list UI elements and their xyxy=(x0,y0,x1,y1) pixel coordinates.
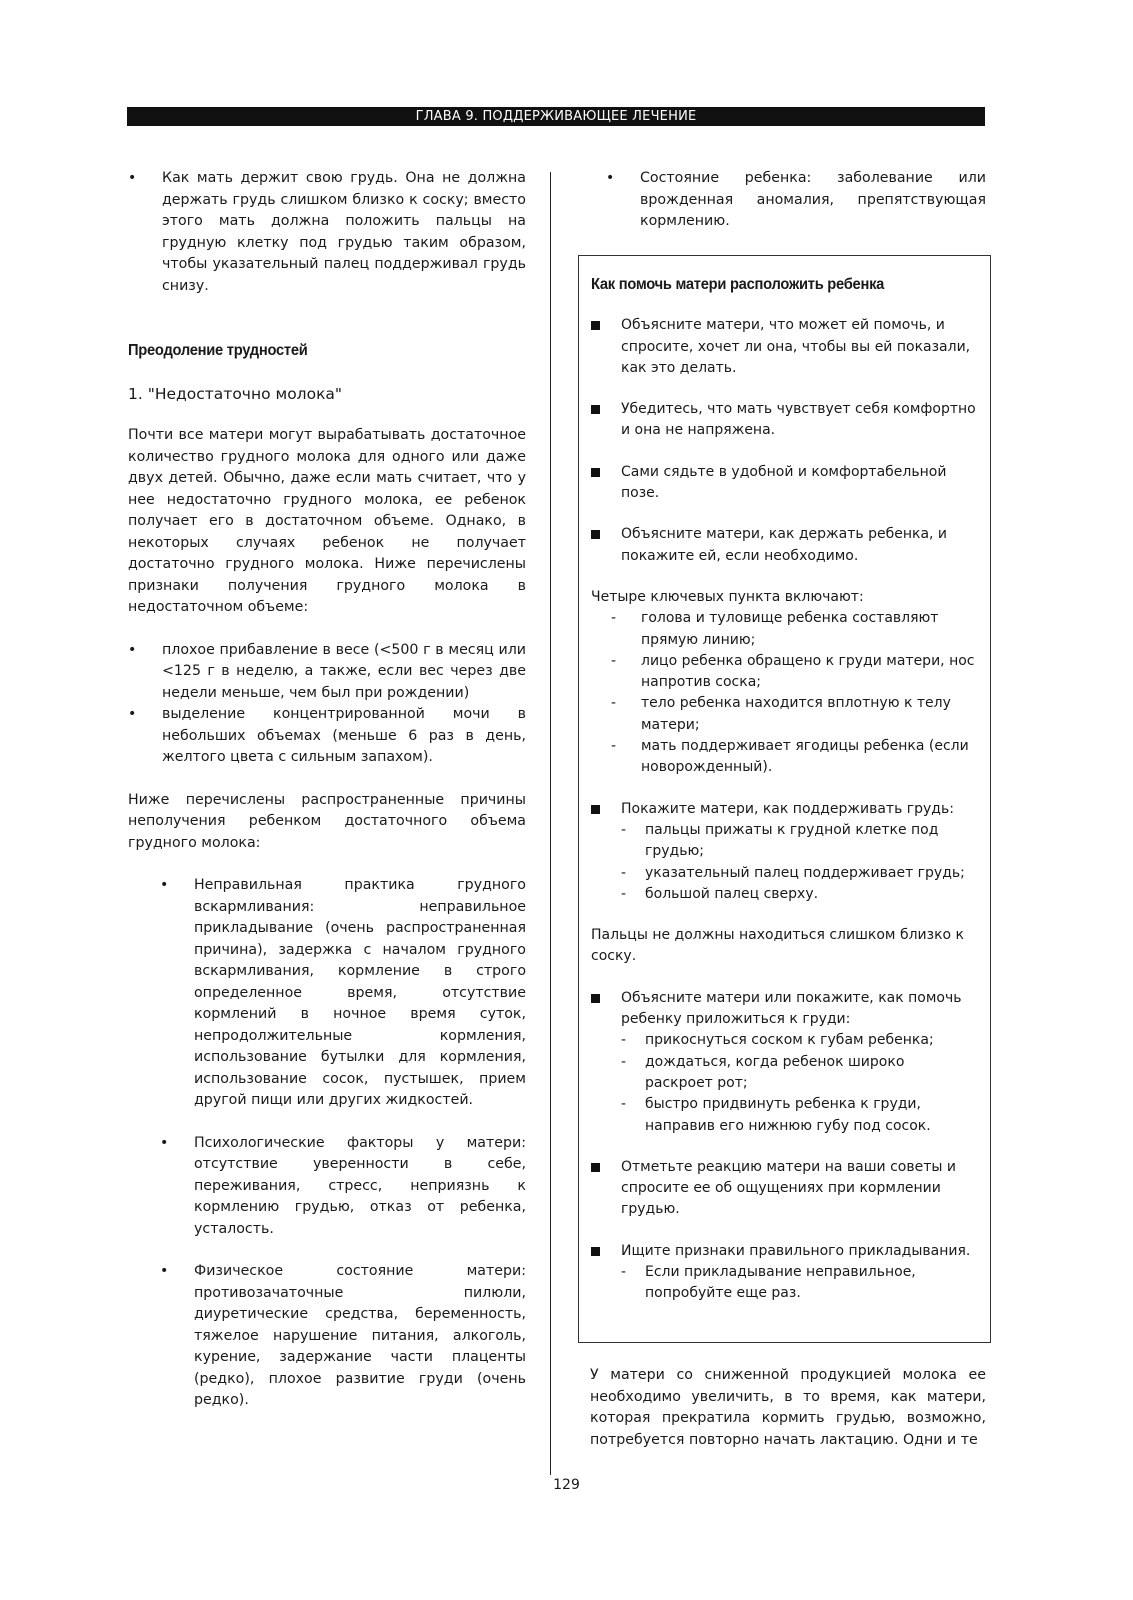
list-item: • Неправильная практика грудного вскармливания: неправильное прикладывание (очень распространенная причина), задержка с началом грудного вскармливания, кормление в строго определенное время, отсутствие кормлений в ночное время суток, непродолжительные кормления, использование бутылки для кормления, использование сосок, пустышек, прием другой пищи или других жидкостей. xyxy=(160,875,526,1112)
box-title: Как помочь матери расположить ребенка xyxy=(591,276,885,293)
box-item: Покажите матери, как поддерживать грудь: xyxy=(579,799,976,820)
list-item: • Физическое состояние матери: противозачаточные пилюли, диуретические средства, беременность, тяжелое нарушение питания, алкоголь, курение, задержание части плаценты (редко), плохое развитие груди (очень редко). xyxy=(160,1261,526,1412)
subheading: 1. "Недостаточно молока" xyxy=(128,384,343,403)
key-points-intro: Четыре ключевых пункта включают: xyxy=(591,588,864,605)
right-column xyxy=(590,168,986,233)
dash-item: - прикоснуться соском к губам ребенка; xyxy=(579,1030,976,1051)
list-item: • Как мать держит свою грудь. Она не должна держать грудь слишком близко к соску; вместо этого мать должна положить пальцы на грудную клетку под грудью таким образом, чтобы указательный палец поддерживал грудь снизу. xyxy=(128,168,526,297)
list-item: • выделение концентрированной мочи в небольших объемах (меньше 6 раз в день, желтого цвета с сильным запахом). xyxy=(128,704,526,769)
box-note: Пальцы не должны находиться слишком близко к соску. xyxy=(591,927,964,965)
dash-item: - лицо ребенка обращено к груди матери, нос напротив соска; xyxy=(579,651,976,694)
box-item: Сами сядьте в удобной и комфортабельной позе. xyxy=(579,462,976,505)
section-title: Преодоление трудностей xyxy=(128,342,308,359)
paragraph: Ниже перечислены распространенные причины неполучения ребенком достаточного объема грудного молока: xyxy=(128,791,526,851)
dash-item: - тело ребенка находится вплотную к телу матери; xyxy=(579,693,976,736)
dash-item: - быстро придвинуть ребенка к груди, направив его нижнюю губу под сосок. xyxy=(579,1094,976,1137)
dash-item: - указательный палец поддерживает грудь; xyxy=(579,863,976,884)
info-box xyxy=(578,255,991,1343)
box-item: Убедитесь, что мать чувствует себя комфортно и она не напряжена. xyxy=(579,399,976,442)
dash-item: - мать поддерживает ягодицы ребенка (если новорожденный). xyxy=(579,736,976,779)
chapter-header: ГЛАВА 9. ПОДДЕРЖИВАЮЩЕЕ ЛЕЧЕНИЕ xyxy=(127,107,985,126)
paragraph: Почти все матери могут вырабатывать достаточное количество грудного молока для одного или даже двух детей. Обычно, даже если мать считает, что у нее недостаточно грудного молока, ее ребенок получает его в достаточном объеме. Однако, в некоторых случаях ребенок не получает достаточно грудного молока. Ниже перечислены признаки получения грудного молока в недостаточном объеме: xyxy=(128,427,526,615)
paragraph: У матери со сниженной продукцией молока ее необходимо увеличить, в то время, как матери, которая прекратила кормить грудью, возможно, потребуется повторно начать лактацию. Одни и те xyxy=(590,1367,986,1448)
list-item: • Состояние ребенка: заболевание или врожденная аномалия, препятствующая кормлению. xyxy=(606,168,986,233)
page-number: 129 xyxy=(553,1477,580,1493)
list-item: • Психологические факторы у матери: отсутствие уверенности в себе, переживания, стресс, неприязнь к кормлению грудью, отказ от ребенка, усталость. xyxy=(160,1133,526,1241)
dash-item: - большой палец сверху. xyxy=(579,884,976,905)
box-item: Объясните матери или покажите, как помочь ребенку приложиться к груди: xyxy=(579,988,976,1031)
box-item: Объясните матери, как держать ребенка, и покажите ей, если необходимо. xyxy=(579,524,976,567)
dash-item: - пальцы прижаты к грудной клетке под грудью; xyxy=(579,820,976,863)
box-item: Отметьте реакцию матери на ваши советы и спросите ее об ощущениях при кормлении грудью. xyxy=(579,1157,976,1221)
list-item: • плохое прибавление в весе (<500 г в месяц или <125 г в неделю, а также, если вес через две недели меньше, чем был при рождении) xyxy=(128,640,526,705)
dash-item: - дождаться, когда ребенок широко раскроет рот; xyxy=(579,1052,976,1095)
left-column xyxy=(128,168,526,1412)
box-item: Объясните матери, что может ей помочь, и спросите, хочет ли она, чтобы вы ей показали, как это делать. xyxy=(579,315,976,379)
column-divider xyxy=(550,172,551,1475)
box-item: Ищите признаки правильного прикладывания. xyxy=(579,1241,976,1262)
dash-item: - Если прикладывание неправильное, попробуйте еще раз. xyxy=(579,1262,976,1305)
dash-item: - голова и туловище ребенка составляют прямую линию; xyxy=(579,608,976,651)
